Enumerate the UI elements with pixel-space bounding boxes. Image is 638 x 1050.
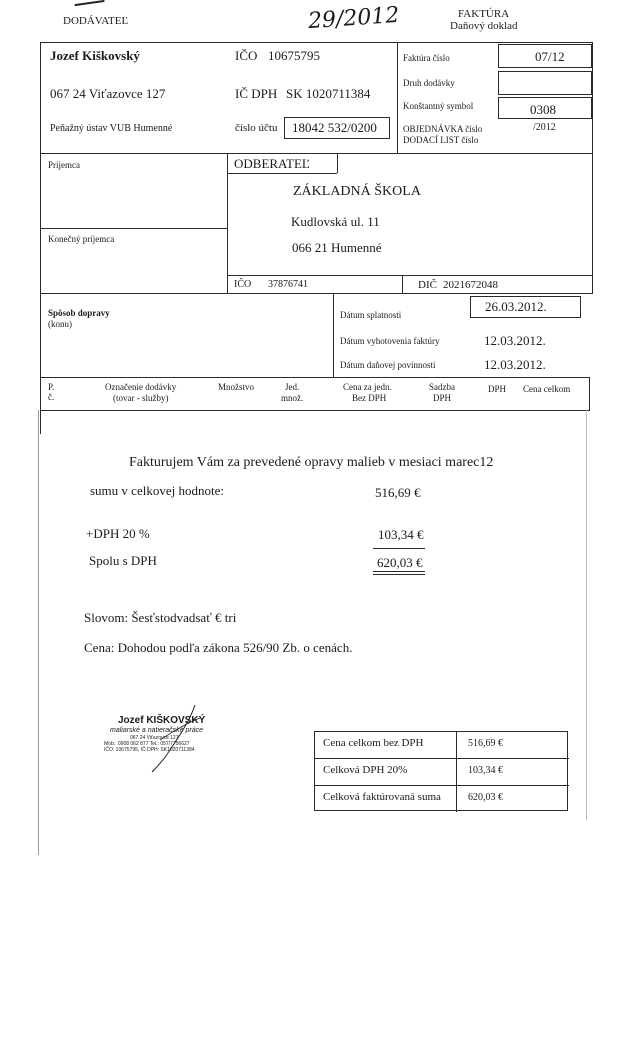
- stamp-address: 067 24 Viťazovce 127: [130, 735, 179, 741]
- rule: [40, 42, 592, 43]
- customer-dic-label: DIČ: [418, 279, 437, 291]
- invoice-number: 07/12: [535, 49, 565, 64]
- rule: [40, 410, 590, 411]
- document-subtitle: Daňový doklad: [450, 20, 518, 32]
- supplier-ico-label: IČO: [235, 48, 258, 63]
- rule: [333, 293, 334, 377]
- rule: [586, 410, 587, 820]
- rule: [373, 548, 425, 549]
- col-qty: Množstvo: [218, 382, 254, 392]
- order-value: /2012: [533, 122, 556, 133]
- final-recipient-label: Konečný príjemca: [48, 234, 115, 244]
- supplier-address: 067 24 Viťazovce 127: [50, 86, 166, 101]
- summary-value: 620,03 €: [468, 792, 503, 803]
- col-total: Cena celkom: [523, 384, 571, 394]
- sum-value: 516,69 €: [375, 485, 421, 500]
- amount-in-words: Slovom: Šesťstodvadsať € tri: [84, 610, 237, 625]
- order-label: OBJEDNÁVKA číslo: [403, 124, 483, 134]
- summary-label: Cena celkom bez DPH: [323, 737, 424, 749]
- const-symbol-label: Konštantný symbol: [403, 101, 474, 111]
- supplier-icdph: SK 1020711384: [286, 86, 371, 101]
- rule: [227, 173, 337, 174]
- col-price-line2: Bez DPH: [352, 393, 387, 403]
- rule: [373, 571, 425, 572]
- rule: [315, 785, 569, 786]
- summary-table: [314, 731, 568, 811]
- summary-value: 516,69 €: [468, 738, 503, 749]
- rule: [402, 275, 403, 293]
- handwritten-date: 29/2012: [307, 2, 401, 35]
- supplier-ico: 10675795: [268, 48, 320, 63]
- recipient-label: Príjemca: [48, 160, 80, 170]
- tax-date: 12.03.2012.: [484, 357, 546, 372]
- rule: [227, 275, 592, 276]
- rule: [40, 293, 592, 294]
- col-desc-line1: Označenie dodávky: [105, 382, 177, 392]
- vat-value: 103,34 €: [378, 527, 424, 542]
- rule: [456, 732, 457, 812]
- stamp-phones: Mob.: 0908 062 877 Tel.: 057/7756627: [104, 741, 190, 747]
- rule: [589, 377, 590, 411]
- summary-label: Celková DPH 20%: [323, 764, 408, 776]
- customer-dic: 2021672048: [443, 279, 498, 291]
- signature-image: [140, 700, 210, 775]
- delivery-type-label: Druh dodávky: [403, 78, 455, 88]
- supplier-heading: DODÁVATEĽ: [63, 15, 129, 27]
- shipping-method-sub: (konu): [48, 319, 72, 329]
- rule: [373, 574, 425, 575]
- vat-label: +DPH 20 %: [86, 526, 150, 541]
- due-date: 26.03.2012.: [485, 299, 547, 314]
- issue-date-label: Dátum vyhotovenia faktúry: [340, 336, 440, 346]
- total-label: Spolu s DPH: [89, 553, 157, 568]
- stamp-trade: maliarské a natieračské práce: [110, 727, 203, 734]
- logo-mark: [75, 0, 106, 12]
- customer-ico: 37876741: [268, 279, 308, 290]
- supplier-name: Jozef Kiškovský: [50, 48, 140, 63]
- summary-label: Celková faktúrovaná suma: [323, 791, 441, 803]
- customer-street: Kudlovská ul. 11: [291, 214, 380, 229]
- document-title: FAKTÚRA: [458, 8, 510, 20]
- stamp-ids: IČO: 10675795, IČ DPH: SK1020711384: [104, 747, 195, 753]
- rule: [397, 42, 398, 154]
- col-pc-line1: P.: [48, 382, 55, 392]
- due-date-label: Dátum splatnosti: [340, 310, 402, 320]
- customer-ico-label: IČO: [234, 279, 252, 290]
- supplier-account-label: číslo účtu: [235, 122, 278, 134]
- issue-date: 12.03.2012.: [484, 333, 546, 348]
- supplier-bank: Peňažný ústav VUB Humenné: [50, 123, 173, 134]
- col-pc-line2: č.: [48, 392, 55, 402]
- rule: [40, 228, 227, 229]
- rule: [337, 153, 338, 173]
- rule: [38, 410, 39, 855]
- total-value: 620,03 €: [377, 555, 423, 570]
- supplier-icdph-label: IČ DPH: [235, 86, 278, 101]
- col-unit-line2: množ.: [281, 393, 304, 403]
- invoice-intro: Fakturujem Vám za prevedené opravy malieb v mesiaci marec12: [129, 455, 494, 470]
- rule: [40, 377, 590, 378]
- customer-heading: ODBERATEĽ: [234, 156, 310, 171]
- shipping-method-label: Spôsob dopravy: [48, 308, 110, 318]
- col-desc-line2: (tovar - služby): [113, 393, 169, 403]
- rule: [40, 153, 592, 154]
- rule: [40, 42, 41, 434]
- tax-date-label: Dátum daňovej povinnosti: [340, 360, 436, 370]
- col-vat: DPH: [488, 384, 507, 394]
- col-price-line1: Cena za jedn.: [343, 382, 392, 392]
- invoice-number-label: Faktúra číslo: [403, 53, 450, 63]
- sum-label: sumu v celkovej hodnote:: [90, 483, 224, 498]
- summary-value: 103,34 €: [468, 765, 503, 776]
- col-rate-line1: Sadzba: [429, 382, 455, 392]
- col-unit-line1: Jed.: [285, 382, 300, 392]
- delivery-type-box: [498, 71, 592, 95]
- stamp-name: Jozef KIŠKOVSKÝ: [118, 715, 206, 726]
- customer-name: ZÁKLADNÁ ŠKOLA: [293, 184, 421, 199]
- col-rate-line2: DPH: [433, 393, 452, 403]
- rule: [315, 758, 569, 759]
- rule: [227, 153, 228, 293]
- const-symbol: 0308: [530, 102, 556, 117]
- customer-city: 066 21 Humenné: [292, 240, 382, 255]
- price-note: Cena: Dohodou podľa zákona 526/90 Zb. o cenách.: [84, 640, 353, 655]
- supplier-account: 18042 532/0200: [292, 120, 377, 135]
- rule: [592, 42, 593, 294]
- delivery-note-label: DODACÍ LIST číslo: [403, 135, 479, 145]
